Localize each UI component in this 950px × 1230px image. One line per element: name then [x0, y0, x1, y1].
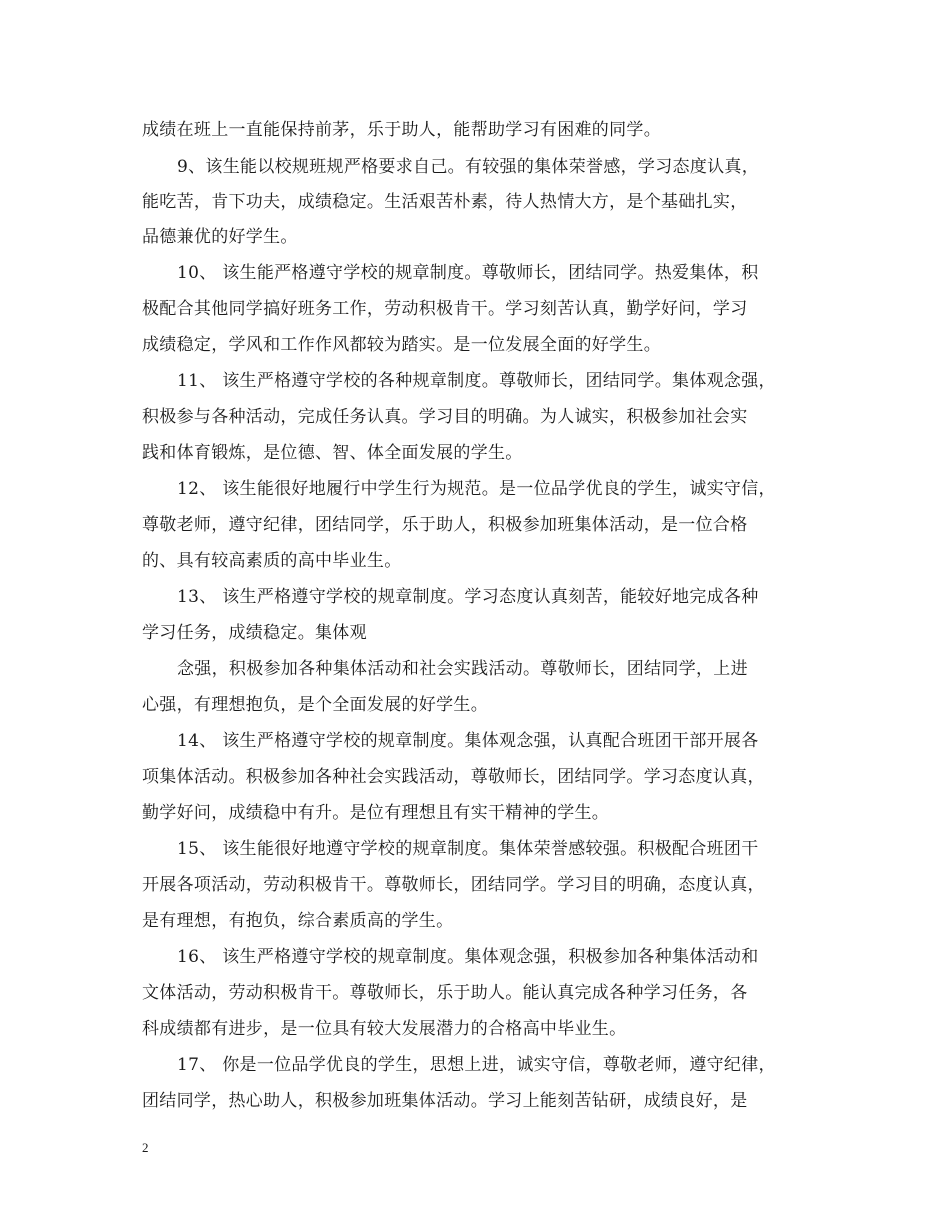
text-line: 学习任务，成绩稳定。集体观: [142, 623, 367, 643]
text-line: 15、 该生能很好地遵守学校的规章制度。集体荣誉感较强。积极配合班团干: [177, 839, 759, 859]
text-line: 念强，积极参加各种集体活动和社会实践活动。尊敬师长，团结同学，上进: [177, 659, 748, 679]
text-line: 12、 该生能很好地履行中学生行为规范。是一位品学优良的学生，诚实守信，: [177, 479, 776, 499]
text-line: 成绩在班上一直能保持前茅，乐于助人，能帮助学习有困难的同学。: [142, 120, 661, 140]
text-line: 9、该生能以校规班规严格要求自己。有较强的集体荣誉感，学习态度认真，: [177, 157, 760, 177]
page-number: 2: [142, 1140, 149, 1155]
text-line: 能吃苦，肯下功夫，成绩稳定。生活艰苦朴素，待人热情大方，是个基础扎实，: [142, 192, 748, 212]
text-line: 积极参与各种活动，完成任务认真。学习目的明确。为人诚实，积极参加社会实: [142, 407, 748, 427]
text-line: 勤学好问，成绩稳中有升。是位有理想且有实干精神的学生。: [142, 803, 610, 823]
text-line: 11、 该生严格遵守学校的各种规章制度。尊敬师长，团结同学。集体观念强，: [177, 371, 776, 391]
text-line: 13、 该生严格遵守学校的规章制度。学习态度认真刻苦，能较好地完成各种: [177, 587, 759, 607]
text-line: 科成绩都有进步，是一位具有较大发展潜力的合格高中毕业生。: [142, 1019, 627, 1039]
text-line: 极配合其他同学搞好班务工作，劳动积极肯干。学习刻苦认真，勤学好问，学习: [142, 299, 748, 319]
text-line: 17、 你是一位品学优良的学生，思想上进，诚实守信，尊敬老师，遵守纪律，: [177, 1055, 776, 1075]
text-line: 团结同学，热心助人，积极参加班集体活动。学习上能刻苦钻研，成绩良好，是: [142, 1091, 748, 1111]
text-line: 文体活动，劳动积极肯干。尊敬师长，乐于助人。能认真完成各种学习任务，各: [142, 983, 748, 1003]
text-line: 成绩稳定，学风和工作作风都较为踏实。是一位发展全面的好学生。: [142, 335, 661, 355]
text-line: 10、 该生能严格遵守学校的规章制度。尊敬师长，团结同学。热爱集体，积: [177, 263, 759, 283]
text-line: 开展各项活动，劳动积极肯干。尊敬师长，团结同学。学习目的明确，态度认真，: [142, 875, 765, 895]
text-line: 14、 该生严格遵守学校的规章制度。集体观念强，认真配合班团干部开展各: [177, 731, 759, 751]
text-line: 心强，有理想抱负，是个全面发展的好学生。: [142, 695, 488, 715]
text-line: 的、具有较高素质的高中毕业生。: [142, 551, 402, 571]
text-line: 项集体活动。积极参加各种社会实践活动，尊敬师长，团结同学。学习态度认真，: [142, 767, 765, 787]
text-line: 践和体育锻炼，是位德、智、体全面发展的学生。: [142, 443, 523, 463]
text-line: 品德兼优的好学生。: [142, 227, 298, 247]
text-line: 16、 该生严格遵守学校的规章制度。集体观念强，积极参加各种集体活动和: [177, 947, 759, 967]
text-line: 尊敬老师，遵守纪律，团结同学，乐于助人，积极参加班集体活动，是一位合格: [142, 515, 748, 535]
text-line: 是有理想，有抱负，综合素质高的学生。: [142, 911, 454, 931]
